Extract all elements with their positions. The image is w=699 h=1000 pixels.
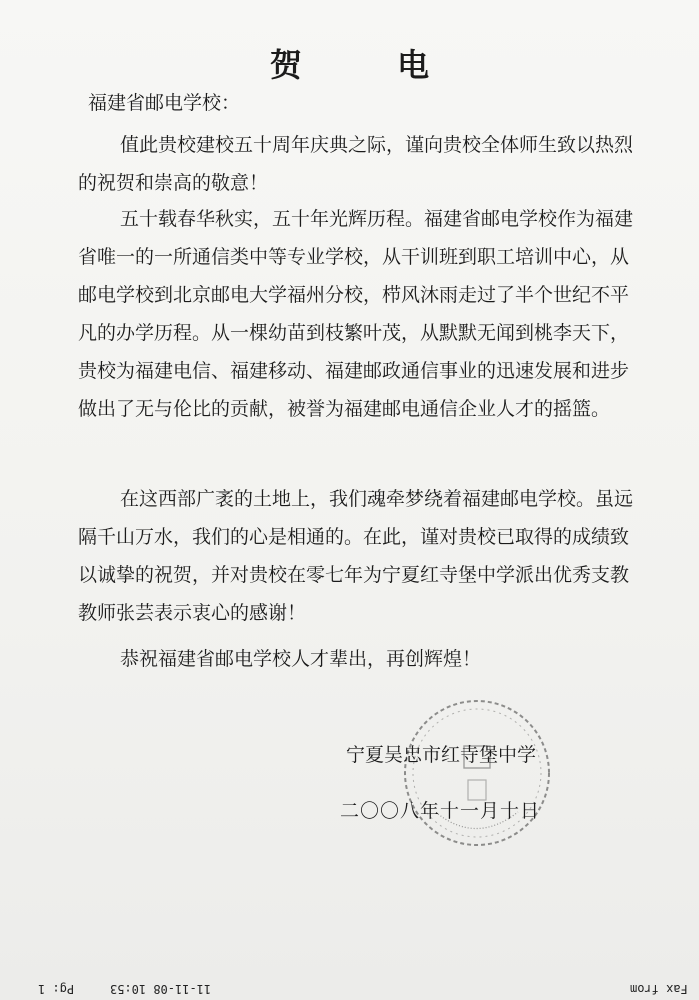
document-title: 贺 电 xyxy=(269,46,472,84)
salutation: 福建省邮电学校： xyxy=(88,92,241,114)
fax-header-line xyxy=(0,982,699,1000)
signature-organization: 宁夏吴忠市红寺堡中学 xyxy=(346,744,537,766)
paragraph-4: 恭祝福建省邮电学校人才辈出，再创辉煌！ xyxy=(120,648,482,670)
fax-timestamp: 11-11-08 10:53 xyxy=(110,982,212,996)
fax-from-label: Fax from xyxy=(630,982,688,996)
fax-page-number: Pg: 1 xyxy=(38,982,75,996)
school-seal-stamp xyxy=(398,694,556,852)
signature-date: 二〇〇八年十一月十日 xyxy=(340,800,541,822)
paragraph-2: 五十载春华秋实，五十年光辉历程。福建省邮电学校作为福建省唯一的一所通信类中等专业学校，从干训班到职工培训中心，从邮电学校到北京邮电大学福州分校，栉风沐雨走过了半个世纪不平凡的办学历程。从一棵幼苗到枝繁叶茂，从默默无闻到桃李天下，贵校为福建电信、福建移动、福建邮政通信事业的迅速发展和进步做出了无与伦比的贡献，被誉为福建邮电通信企业人才的摇篮。 xyxy=(78,208,634,420)
paragraph-1: 值此贵校建校五十周年庆典之际，谨向贵校全体师生致以热烈的祝贺和崇高的敬意！ xyxy=(78,134,634,194)
paragraph-3: 在这西部广袤的土地上，我们魂牵梦绕着福建邮电学校。虽远隔千山万水，我们的心是相通的。在此，谨对贵校已取得的成绩致以诚挚的祝贺，并对贵校在零七年为宁夏红寺堡中学派出优秀支教教师张芸表示衷心的感谢！ xyxy=(78,488,634,624)
